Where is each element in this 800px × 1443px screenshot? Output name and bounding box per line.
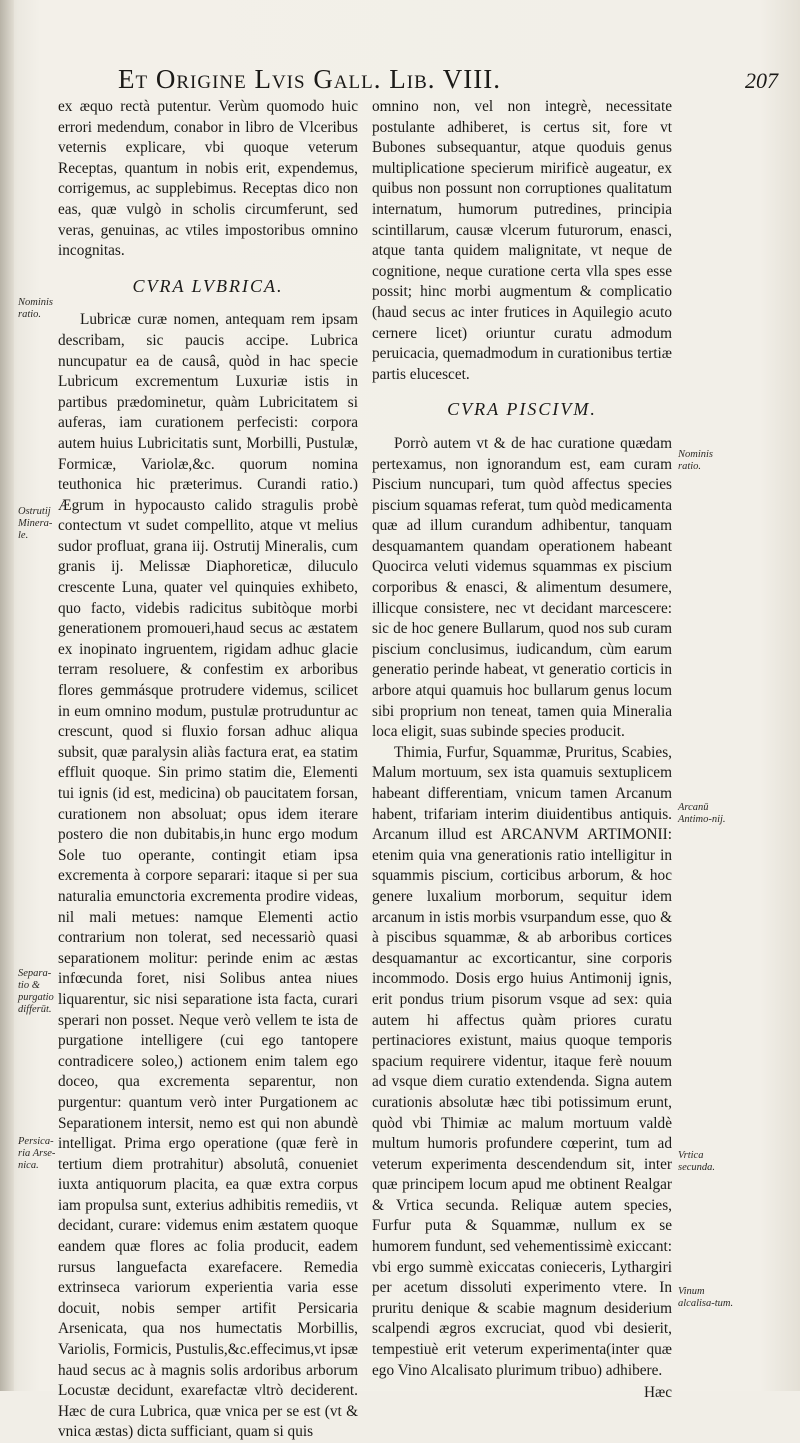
page-number: 207 [745, 68, 778, 93]
running-title: Et Origine Lvis Gall. Lib. VIII. [118, 64, 501, 94]
right-paragraph-2: Porrò autem vt & de hac curatione quædam pertexamus, non ignorandum est, eam curam Piscium nuncupari, tum quòd affectus species piscium squamas referat, tum quòd medicamenta quæ ad illum curandum adhibentur, tanquam desquamantem quandam operationem habeant Quocirca veluti videmus squammas ex piscium corporibus & enasci, & alimentum desumere, illicque consistere, nec vt decidant marcescere: sic de hoc genere Bullarum, quod nos sub curam piscium conclusimus, iudicandum, cùm earum generatio perinde habeat, vt generatio corticis in arbore atqui quamuis hoc bullarum genus locum sibi proprium non teneat, tamen quia Mineralia loca eligit, suas subinde species producit. [372, 434, 672, 741]
margin-note-persicaria: Persica-ria Arse-nica. [18, 1136, 56, 1171]
page-gutter-shadow [0, 0, 14, 1391]
margin-note-ostrutij: Ostrutij Minera-le. [18, 506, 53, 541]
margin-note-separatio: Separa-tio & purgatio differūt. [18, 968, 54, 1015]
margin-note-nominis-ratio-left: Nominis ratio. [18, 297, 54, 320]
section-heading-cura-piscium: CVRA PISCIVM. [447, 399, 597, 420]
margin-note-vrtica-secunda: Vrtica secunda. [678, 1150, 716, 1173]
catchword: Hæc [643, 1384, 672, 1402]
page-header [96, 64, 786, 100]
left-paragraph-1: ex æquo rectà putentur. Verùm quomodo huic errori medendum, conabor in libro de Vlceribus veternis explicare, vbi quoque veterum Receptas, quantum in nobis erit, expendemus, corrigemus, ac supplebimus. Receptas dico non eas, quæ vulgò in scholis circumferunt, sed veras, genuinas, ac vtiles impostoribus omnino incognitas. [58, 98, 358, 260]
section-heading-cura-lubrica: CVRA LVBRICA. [132, 275, 284, 296]
margin-note-arcanum-antimonij: Arcanū Antimo-nij. [678, 802, 726, 825]
right-column [372, 97, 672, 1404]
left-paragraph-2: Lubricæ curæ nomen, antequam rem ipsam describam, sic paucis accipe. Lubrica nuncupatur ea de causâ, quòd in hac specie Lubricum excrementum Luxuriæ istis in partibus prædominetur, quàm Lubricitatem si auferas, iam curationem perfecisti: corpora autem huius Lubricitatis sunt, Morbilli, Pustulæ, Formicæ, Variolæ,&c. quorum nomina teuthonica hic præterimus. Curandi ratio.) Ægrum in hypocausto calido stragulis probè contectum vt sudet compellito, atque vt melius sudor profluat, grana iij. Ostrutij Mineralis, cum granis ij. Melissæ Diaphoreticæ, diluculo crescente Luna, quater vel quinquies exhibeto, quo facto, videbis radicitus subitòque morbi generationem promoueri,haud secus ac æstatem ex inopinato ingruentem, rigidam adhuc glacie terram resoluere, & confestim ex arboribus flores gemmásque protrudere videmus, scilicet in eum omnino modum, pustulæ protruduntur ac crescunt, quod si fluxio forsan adhuc aliqua subsit, quæ paralysin aliàs factura erat, ea statim effluit quoque. Sin primo statim die, Elementi tui ignis (id est, medicina) ob paucitatem forsan, curationem non absoluat; opus idem iterare postero die non dubitabis,in hunc ergo modum Sole tuo operante, contingit etiam ipsa excrementa à corpore separari: itaque si per sua naturalia emunctoria excrementa prodire videas, nil mali metues: namque Elementi actio contrarium non tolerat, sed necessariò quasi separationem molitur: perinde enim ac æstas infœcunda foret, nisi Solibus antea niues liquarentur, sic nisi separatione ista facta, curari sperari non posset. Neque verò vellem te ista de purgatione intelligere (cui ego tantopere contradicere soleo,) actionem enim talem ego doceo, qua excrementa separentur, non purgentur: quantum verò inter Purgationem ac Separationem intersit, nemo est qui non abundè intelligat. Prima ergo operatione (quæ ferè in tertium diem protrahitur) absolutâ, conueniet iuxta antiquorum placita, ea quæ extra corpus iam propulsa sunt, exterius adhibitis remediis, vt decidant, curare: videmus enim æstatem quoque eandem quæ flores ac folia producit, eadem rursus languefacta exarefacere. Remedia extrinseca variorum experientia varia esse docuit, nobis semper artifit Persicaria Arsenicata, qua nos humectatis Morbillis, Variolis, Formicis, Pustulis,&c.effecimus,vt ipsæ haud secus ac à magnis solis ardoribus arborum Locustæ decidunt, exarefactæ vltrò deciderent. Hæc de cura Lubrica, quæ vnica per se est (vt & vnica æstas) dicta sufficiant, quam si quis [58, 311, 358, 1441]
margin-note-vinum-alcalisatum: Vinum alcalisa-tum. [678, 1286, 734, 1309]
right-paragraph-1: omnino non, vel non integrè, necessitate postulante adhiberet, is certus sit, fore vt Bubones subsequantur, atque quoduis genus multiplicatione specierum mirificè augeatur, ex quibus non possunt non corruptiones qualitatum internatum, humorum putredines, principia scintillarum, causæ vlcerum futurorum, enasci, atque tanta quidem malignitate, vt neque de cognitione, neque curatione certa vlla spes esse possit; hinc morbi augmentum & complicatio (haud secus ac inter frutices in Aquilegio acuto cernere licet) oriuntur curatu admodum peruicacia, quemadmodum in curationibus tertiæ partis elucescet. [372, 98, 672, 383]
right-paragraph-3: Thimia, Furfur, Squammæ, Pruritus, Scabies, Malum mortuum, sex ista quamuis sextuplicem habeant differentiam, vnicum tamen Arcanum habent, trifariam interim diuidentibus antiquis. Arcanum illud est ARCANVM ARTIMONII: etenim quia vna generationis ratio intelligitur in squammis piscium, corticibus arborum, & hoc genere luxalium morborum, sequitur idem arcanum in istis morbis vsurpandum esse, quo & à piscibus squammæ, & ab arboribus cortices desquamantur ac excorticantur, sine corporis incommodo. Dosis ergo huius Antimonij ignis, erit pondus trium pisorum vsque ad sex: quia autem hi affectus quàm priores curatu pertinaciores existunt, maius quoque temporis spacium requirere videntur, itaque ferè nouum ad vsque diem curatio extendenda. Signa autem curationis absolutæ hæc tibi potissimum erunt, quòd vbi Thimiæ ac malum mortuum valdè multum humoris profundere cœperint, tum ad veterum experimenta descendendum sit, inter quæ principem locum apud me obtinent Realgar & Vrtica secunda. Reliquæ autem species, Furfur puta & Squammæ, nullum ex se humorem fundunt, sed vehementissimè exiccant: vbi ergo summè exiccatas conieceris, Lythargiri per acetum dissoluti experimento vtere. In pruritu denique & scabie magnum desiderium scalpendi ægros excruciat, quod vbi desierit, tempestiuè erit veterum experimenta(inter quæ ego Vino Alcalisato plurimum tribuo) adhibere. [372, 743, 672, 1379]
margin-note-nominis-ratio-right: Nominis ratio. [678, 449, 714, 472]
left-column [58, 97, 358, 1443]
